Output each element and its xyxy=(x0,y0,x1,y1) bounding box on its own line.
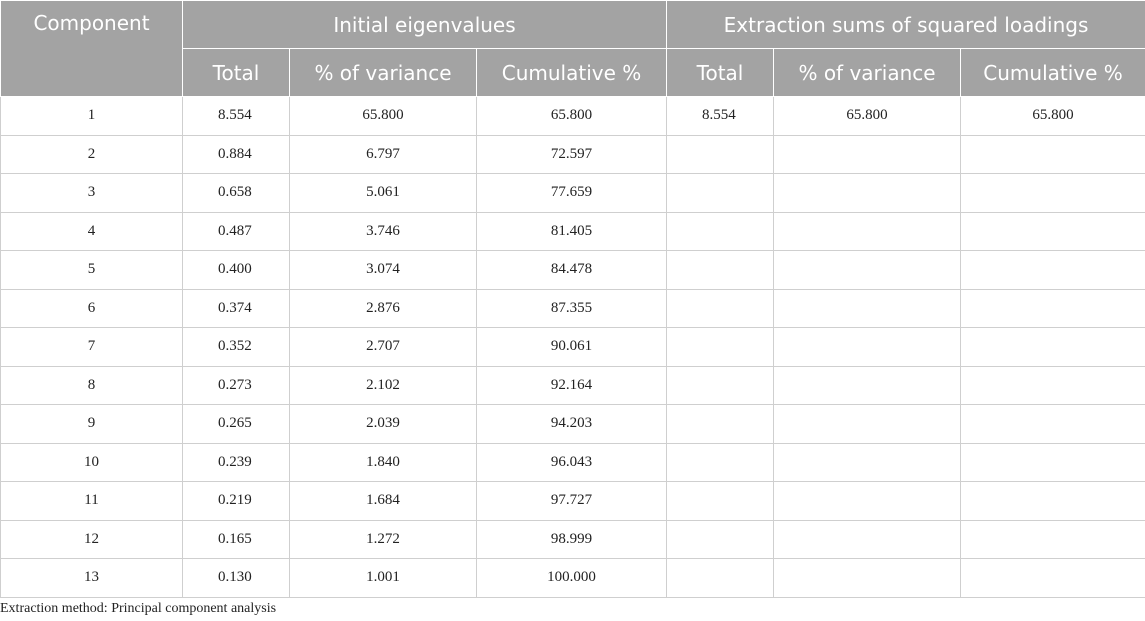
cell-initial-variance: 1.272 xyxy=(290,520,477,559)
cell-initial-cumulative: 92.164 xyxy=(477,366,667,405)
cell-initial-cumulative: 84.478 xyxy=(477,251,667,290)
header-extraction-variance: % of variance xyxy=(774,49,961,97)
cell-initial-total: 0.884 xyxy=(183,135,290,174)
table-footnote: Extraction method: Principal component analysis xyxy=(0,601,277,616)
header-initial-cumulative: Cumulative % xyxy=(477,49,667,97)
table-row xyxy=(1,366,1145,405)
cell-initial-variance: 6.797 xyxy=(290,135,477,174)
cell-extraction-variance xyxy=(774,559,961,598)
table-row xyxy=(1,482,1145,521)
cell-initial-total: 0.400 xyxy=(183,251,290,290)
table-row xyxy=(1,97,1145,136)
cell-component: 6 xyxy=(1,289,183,328)
cell-initial-variance: 2.876 xyxy=(290,289,477,328)
header-extraction-cumulative: Cumulative % xyxy=(961,49,1145,97)
cell-initial-total: 0.658 xyxy=(183,174,290,213)
cell-extraction-variance xyxy=(774,443,961,482)
cell-extraction-variance xyxy=(774,405,961,444)
cell-extraction-total xyxy=(667,174,774,213)
cell-initial-variance: 3.746 xyxy=(290,212,477,251)
header-initial-eigenvalues: Initial eigenvalues xyxy=(183,1,667,49)
cell-extraction-cumulative: 65.800 xyxy=(961,97,1145,136)
cell-initial-variance: 3.074 xyxy=(290,251,477,290)
cell-component: 1 xyxy=(1,97,183,136)
cell-extraction-cumulative xyxy=(961,289,1145,328)
cell-component: 8 xyxy=(1,366,183,405)
cell-extraction-cumulative xyxy=(961,328,1145,367)
cell-component: 7 xyxy=(1,328,183,367)
cell-extraction-cumulative xyxy=(961,212,1145,251)
cell-extraction-variance xyxy=(774,328,961,367)
cell-component: 3 xyxy=(1,174,183,213)
cell-initial-cumulative: 96.043 xyxy=(477,443,667,482)
cell-initial-variance: 2.707 xyxy=(290,328,477,367)
table-row xyxy=(1,212,1145,251)
cell-initial-cumulative: 90.061 xyxy=(477,328,667,367)
cell-extraction-total xyxy=(667,520,774,559)
cell-extraction-cumulative xyxy=(961,405,1145,444)
cell-extraction-total xyxy=(667,328,774,367)
cell-component: 4 xyxy=(1,212,183,251)
cell-initial-total: 0.265 xyxy=(183,405,290,444)
cell-initial-cumulative: 100.000 xyxy=(477,559,667,598)
cell-initial-total: 0.219 xyxy=(183,482,290,521)
table-row xyxy=(1,405,1145,444)
cell-initial-total: 0.352 xyxy=(183,328,290,367)
cell-initial-cumulative: 87.355 xyxy=(477,289,667,328)
cell-extraction-cumulative xyxy=(961,135,1145,174)
cell-extraction-variance xyxy=(774,251,961,290)
header-initial-variance: % of variance xyxy=(290,49,477,97)
table-row xyxy=(1,135,1145,174)
cell-extraction-total xyxy=(667,366,774,405)
cell-initial-cumulative: 65.800 xyxy=(477,97,667,136)
cell-extraction-total xyxy=(667,559,774,598)
table-row xyxy=(1,174,1145,213)
cell-extraction-total xyxy=(667,443,774,482)
table-row xyxy=(1,289,1145,328)
table-body xyxy=(1,97,1145,598)
cell-extraction-cumulative xyxy=(961,559,1145,598)
cell-extraction-cumulative xyxy=(961,366,1145,405)
cell-initial-cumulative: 98.999 xyxy=(477,520,667,559)
cell-initial-total: 0.487 xyxy=(183,212,290,251)
cell-extraction-cumulative xyxy=(961,482,1145,521)
cell-initial-variance: 1.001 xyxy=(290,559,477,598)
cell-initial-cumulative: 94.203 xyxy=(477,405,667,444)
cell-initial-variance: 2.039 xyxy=(290,405,477,444)
header-row-groups xyxy=(1,1,1145,49)
cell-component: 11 xyxy=(1,482,183,521)
cell-extraction-cumulative xyxy=(961,520,1145,559)
cell-initial-cumulative: 81.405 xyxy=(477,212,667,251)
cell-extraction-cumulative xyxy=(961,443,1145,482)
cell-extraction-total xyxy=(667,405,774,444)
cell-extraction-cumulative xyxy=(961,251,1145,290)
cell-extraction-cumulative xyxy=(961,174,1145,213)
cell-extraction-variance xyxy=(774,482,961,521)
cell-extraction-variance xyxy=(774,135,961,174)
cell-extraction-variance xyxy=(774,366,961,405)
cell-initial-variance: 5.061 xyxy=(290,174,477,213)
cell-component: 9 xyxy=(1,405,183,444)
header-extraction-total: Total xyxy=(667,49,774,97)
cell-initial-variance: 1.840 xyxy=(290,443,477,482)
cell-extraction-variance xyxy=(774,212,961,251)
table-row xyxy=(1,328,1145,367)
cell-initial-cumulative: 77.659 xyxy=(477,174,667,213)
cell-extraction-total xyxy=(667,135,774,174)
cell-extraction-variance: 65.800 xyxy=(774,97,961,136)
cell-initial-total: 0.374 xyxy=(183,289,290,328)
header-extraction-sums: Extraction sums of squared loadings xyxy=(667,1,1145,49)
cell-component: 13 xyxy=(1,559,183,598)
cell-initial-total: 0.239 xyxy=(183,443,290,482)
cell-extraction-variance xyxy=(774,520,961,559)
cell-component: 5 xyxy=(1,251,183,290)
cell-initial-total: 8.554 xyxy=(183,97,290,136)
cell-initial-cumulative: 97.727 xyxy=(477,482,667,521)
cell-component: 10 xyxy=(1,443,183,482)
table-row xyxy=(1,443,1145,482)
cell-initial-cumulative: 72.597 xyxy=(477,135,667,174)
cell-initial-total: 0.273 xyxy=(183,366,290,405)
cell-initial-total: 0.130 xyxy=(183,559,290,598)
table-row xyxy=(1,251,1145,290)
table-row xyxy=(1,520,1145,559)
cell-extraction-total xyxy=(667,482,774,521)
table-header xyxy=(1,1,1145,97)
cell-extraction-variance xyxy=(774,289,961,328)
cell-initial-variance: 2.102 xyxy=(290,366,477,405)
table-row xyxy=(1,559,1145,598)
header-initial-total: Total xyxy=(183,49,290,97)
header-component: Component xyxy=(1,1,183,97)
cell-extraction-total xyxy=(667,289,774,328)
cell-initial-total: 0.165 xyxy=(183,520,290,559)
cell-initial-variance: 1.684 xyxy=(290,482,477,521)
cell-initial-variance: 65.800 xyxy=(290,97,477,136)
cell-component: 12 xyxy=(1,520,183,559)
cell-extraction-total xyxy=(667,212,774,251)
cell-extraction-total xyxy=(667,251,774,290)
cell-extraction-total: 8.554 xyxy=(667,97,774,136)
cell-component: 2 xyxy=(1,135,183,174)
cell-extraction-variance xyxy=(774,174,961,213)
